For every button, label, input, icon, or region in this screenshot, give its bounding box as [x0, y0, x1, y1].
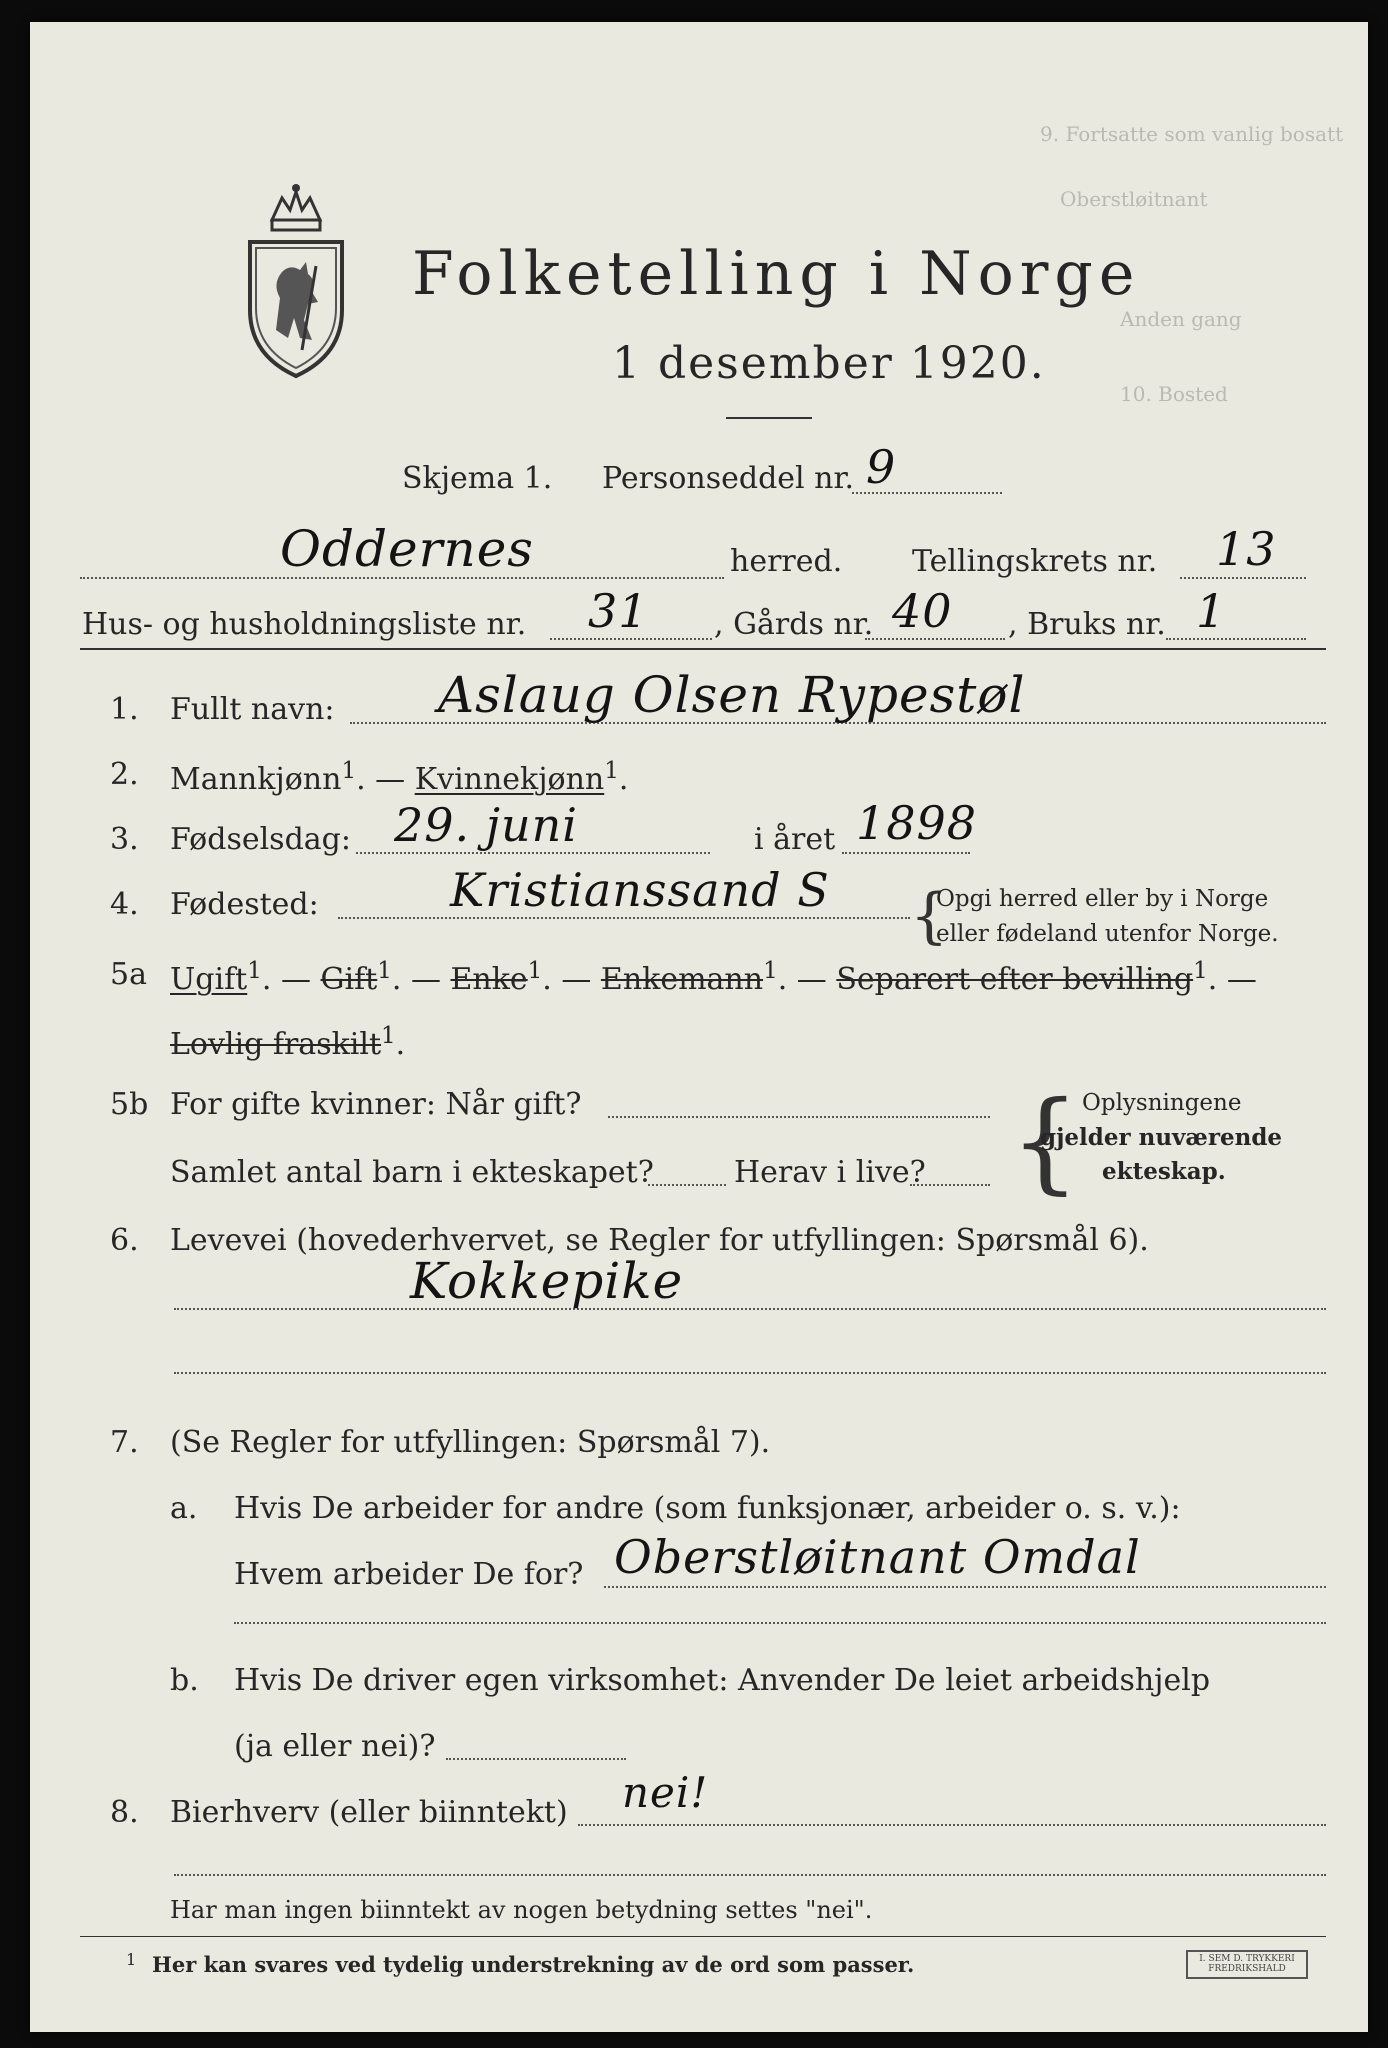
occupation-field-line2[interactable] [174, 1372, 1326, 1374]
gards-field[interactable] [865, 638, 1005, 640]
census-form [30, 22, 1368, 2032]
q5a-civil-status-options-line2: Lovlig fraskilt$^1$. [170, 1023, 406, 1062]
gards-label: , Gårds nr. [714, 607, 874, 642]
marriage-note-line3: ekteskap. [1102, 1158, 1226, 1185]
q7b-label-line1: Hvis De driver egen virksomhet: Anvender De leiet arbeidshjelp [234, 1663, 1211, 1698]
separert-option[interactable]: Separert efter bevilling [836, 962, 1194, 997]
q7b-letter: b. [170, 1663, 199, 1698]
bleed-through-text: 10. Bosted [1120, 382, 1228, 406]
bleed-through-text: 9. Fortsatte som vanlig bosatt [1040, 122, 1344, 146]
male-option[interactable]: Mannkjønn [170, 762, 342, 797]
personseddel-label: Personseddel nr. [602, 461, 855, 496]
bruks-field[interactable] [1166, 638, 1306, 640]
secondary-income-field[interactable] [578, 1824, 1326, 1826]
lovlig-fraskilt-option[interactable]: Lovlig fraskilt [170, 1027, 382, 1062]
q5b-number: 5b [110, 1087, 149, 1122]
tellingskrets-value: 13 [1216, 522, 1277, 576]
husholdningsliste-value: 31 [588, 584, 649, 638]
employer-field-line2[interactable] [234, 1622, 1326, 1624]
secondary-income-value: nei! [622, 1768, 709, 1817]
q2-number: 2. [110, 757, 139, 792]
birth-year-field[interactable] [842, 852, 970, 854]
census-date: 1 desember 1920. [612, 338, 1046, 389]
herred-value: Oddernes [280, 520, 534, 578]
q8-number: 8. [110, 1795, 139, 1830]
title-rule [726, 417, 812, 419]
tellingskrets-label: Tellingskrets nr. [912, 544, 1158, 579]
q8-label: Bierhverv (eller biinntekt) [170, 1795, 568, 1830]
secondary-income-field-line2[interactable] [174, 1874, 1326, 1876]
husholdningsliste-field[interactable] [550, 638, 712, 640]
q4-number: 4. [110, 887, 139, 922]
coat-of-arms-icon [242, 180, 350, 380]
footnote-text: Her kan svares ved tydelig understrekning av de ord som passer. [152, 1952, 915, 1977]
birth-year-label: i året [754, 822, 836, 857]
footnote-rule [80, 1936, 1326, 1937]
full-name-value: Aslaug Olsen Rypestøl [438, 666, 1026, 724]
footnote-marker: 1 [126, 1950, 137, 1969]
husholdningsliste-label: Hus- og husholdningsliste nr. [82, 607, 527, 642]
q6-label: Levevei (hovederhvervet, se Regler for utfyllingen: Spørsmål 6). [170, 1223, 1149, 1258]
occupation-value: Kokkepike [410, 1252, 684, 1310]
q7-number: 7. [110, 1425, 139, 1460]
bleed-through-text: Anden gang [1120, 307, 1242, 331]
birthplace-note-line1: Opgi herred eller by i Norge [936, 886, 1269, 912]
birthday-value: 29. juni [394, 798, 579, 852]
form-title: Folketelling i Norge [412, 239, 1141, 309]
gards-value: 40 [892, 584, 953, 638]
children-alive-field[interactable] [910, 1184, 990, 1186]
children-count-label: Samlet antal barn i ekteskapet? [170, 1155, 654, 1190]
birthday-field[interactable] [356, 852, 710, 854]
q1-label: Fullt navn: [170, 692, 335, 727]
no-income-instruction: Har man ingen biinntekt av nogen betydning settes "nei". [170, 1896, 873, 1924]
q1-number: 1. [110, 692, 139, 727]
marriage-note-line2: gjelder nuværende [1040, 1124, 1283, 1151]
birthplace-value: Kristianssand S [450, 863, 830, 917]
bruks-value: 1 [1196, 584, 1227, 638]
occupation-field[interactable] [174, 1308, 1326, 1310]
q5a-civil-status-options: Ugift$^1$. — Gift$^1$. — Enke$^1$. — Enkemann$^1$. — Separert efter bevilling$^1$. — [170, 958, 1257, 997]
ugift-option-underlined[interactable]: Ugift [170, 962, 248, 997]
enke-option[interactable]: Enke [450, 962, 528, 997]
q7-label: (Se Regler for utfyllingen: Spørsmål 7). [170, 1425, 771, 1460]
children-alive-label: Herav i live? [734, 1155, 926, 1190]
header-divider [80, 648, 1326, 650]
q7b-label-line2: (ja eller nei)? [234, 1729, 436, 1764]
q7a-label-line2: Hvem arbeider De for? [234, 1557, 584, 1592]
married-when-label: For gifte kvinner: Når gift? [170, 1087, 582, 1122]
hired-help-field[interactable] [446, 1758, 626, 1760]
female-option-underlined[interactable]: Kvinnekjønn [414, 762, 605, 797]
birthplace-note-line2: eller fødeland utenfor Norge. [936, 921, 1279, 947]
schema-label: Skjema 1. [402, 461, 553, 496]
q3-number: 3. [110, 822, 139, 857]
q7a-label-line1: Hvis De arbeider for andre (som funksjonær, arbeider o. s. v.): [234, 1491, 1181, 1526]
enkemann-option[interactable]: Enkemann [600, 962, 764, 997]
birthplace-field[interactable] [338, 917, 910, 919]
personseddel-number: 9 [866, 440, 897, 494]
q3-label: Fødselsdag: [170, 822, 351, 857]
tellingskrets-field[interactable] [1180, 577, 1306, 579]
q4-label: Fødested: [170, 887, 319, 922]
bruks-label: , Bruks nr. [1008, 607, 1166, 642]
employer-value: Oberstløitnant Omdal [614, 1530, 1141, 1584]
q7a-letter: a. [170, 1491, 198, 1526]
q2-sex-options: Mannkjønn$^1$. — Kvinnekjønn$^1$. [170, 758, 629, 797]
married-when-field[interactable] [608, 1116, 990, 1118]
q6-number: 6. [110, 1223, 139, 1258]
q5a-number: 5a [110, 957, 147, 992]
herred-label: herred. [730, 544, 843, 579]
marriage-note-line1: Oplysningene [1082, 1090, 1242, 1116]
children-count-field[interactable] [648, 1184, 726, 1186]
marriage-note-brace: { [1010, 1077, 1080, 1205]
printer-stamp: I. SEM D. TRYKKERI FREDRIKSHALD [1186, 1950, 1308, 1979]
bleed-through-text: Oberstløitnant [1060, 187, 1208, 211]
gift-option[interactable]: Gift [320, 962, 378, 997]
birthplace-note-brace: { [910, 881, 949, 951]
birth-year-value: 1898 [856, 796, 978, 850]
employer-field[interactable] [604, 1586, 1326, 1588]
